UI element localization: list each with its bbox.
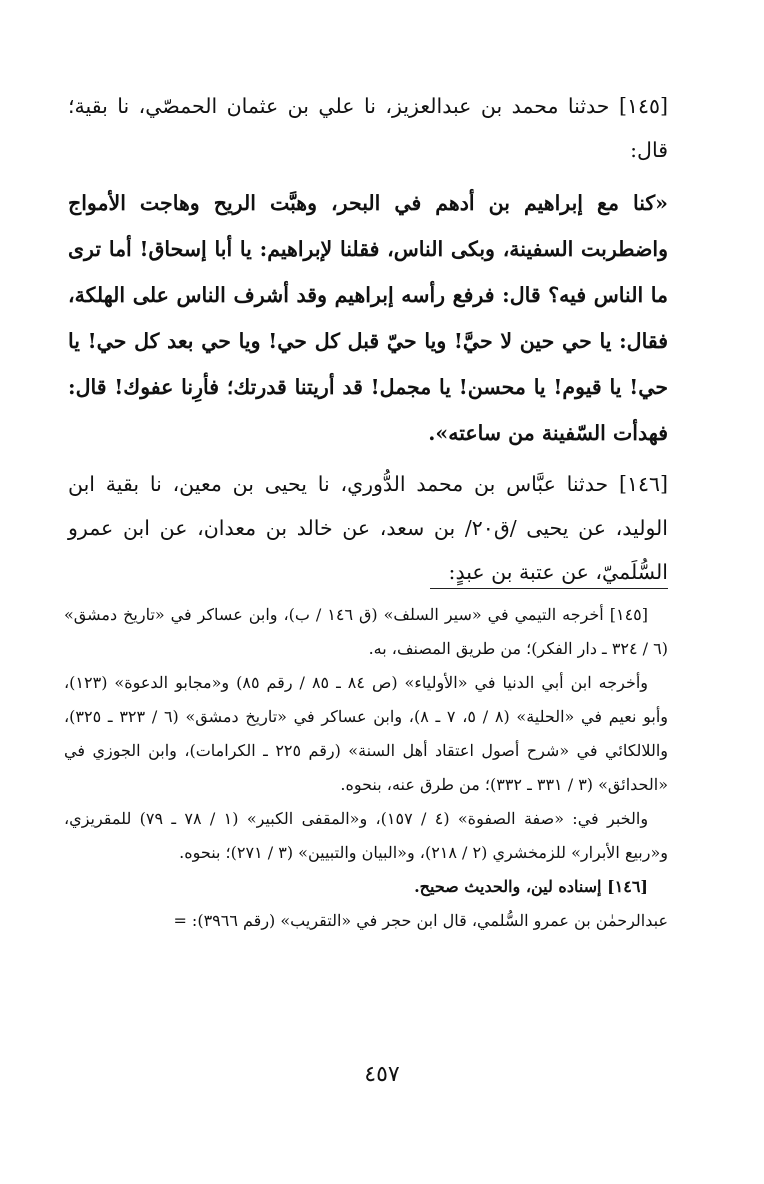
- main-text-block: [68, 84, 668, 594]
- page-number: ٤٥٧: [364, 1062, 400, 1087]
- footnote-divider: [430, 588, 668, 589]
- hadith-145-text: «كنا مع إبراهيم بن أدهم في البحر، وهبَّت الريح وهاجت الأمواج واضطربت السفينة، وبكى الناس، فقلنا لإبراهيم: يا أبا إسحاق! أما ترى ما الناس فيه؟ قال: فرفع رأسه إبراهيم وقد أشرف الناس على الهلكة، فقال: يا حي حين لا حيَّ! ويا حيّ قبل كل حي! ويا حي بعد كل حي! يا حي! يا قيوم! يا محسن! يا مجمل! قد أريتنا قدرتك؛ فأرِنا عفوك! قال: فهدأت السّفينة من ساعته».: [68, 191, 668, 445]
- footnote-145-source: [١٤٥] أخرجه التيمي في «سير السلف» (ق ١٤٦ / ب)، وابن عساكر في «تاريخ دمشق» (٦ / ٣٢٤ ـ دار الفكر)؛ من طريق المصنف، به.: [64, 605, 668, 658]
- footnotes-block: [64, 598, 668, 938]
- hadith-146-text: [١٤٦] حدثنا عبَّاس بن محمد الدُّوري، نا يحيى بن معين، نا بقية ابن الوليد، عن يحيى /ق٢٠/ بن سعد، عن خالد بن معدان، عن ابن عمرو السُّلَميّ، عن عتبة بن عبدٍ:: [68, 472, 668, 584]
- footnote-146-narrator: عبدالرحمٰن بن عمرو السُّلمي، قال ابن حجر في «التقريب» (رقم ٣٩٦٦): =: [173, 911, 668, 930]
- footnote-145-report: والخبر في: «صفة الصفوة» (٤ / ١٥٧)، و«المقفى الكبير» (١ / ٧٨ ـ ٧٩) للمقريزي، و«ربيع الأبرار» للزمخشري (٢ / ٢١٨)، و«البيان والتبيين» (٣ / ٢٧١)؛ بنحوه.: [64, 809, 668, 862]
- footnote-146-grading: [١٤٦] إسناده لين، والحديث صحيح.: [414, 877, 648, 896]
- hadith-145-intro: [١٤٥] حدثنا محمد بن عبدالعزيز، نا علي بن عثمان الحمصّي، نا بقية؛ قال:: [68, 94, 668, 162]
- footnote-145-other-sources: وأخرجه ابن أبي الدنيا في «الأولياء» (ص ٨٤ ـ ٨٥ / رقم ٨٥) و«مجابو الدعوة» (١٢٣)، وأبو نعيم في «الحلية» (٨ / ٥، ٧ ـ ٨)، وابن عساكر في «تاريخ دمشق» (٦ / ٣٢٣ ـ ٣٢٥)، واللالكائي في «شرح أصول اعتقاد أهل السنة» (رقم ٢٢٥ ـ الكرامات)، وابن الجوزي في «الحدائق» (٣ / ٣٣١ ـ ٣٣٢)؛ من طرق عنه، بنحوه.: [64, 673, 669, 794]
